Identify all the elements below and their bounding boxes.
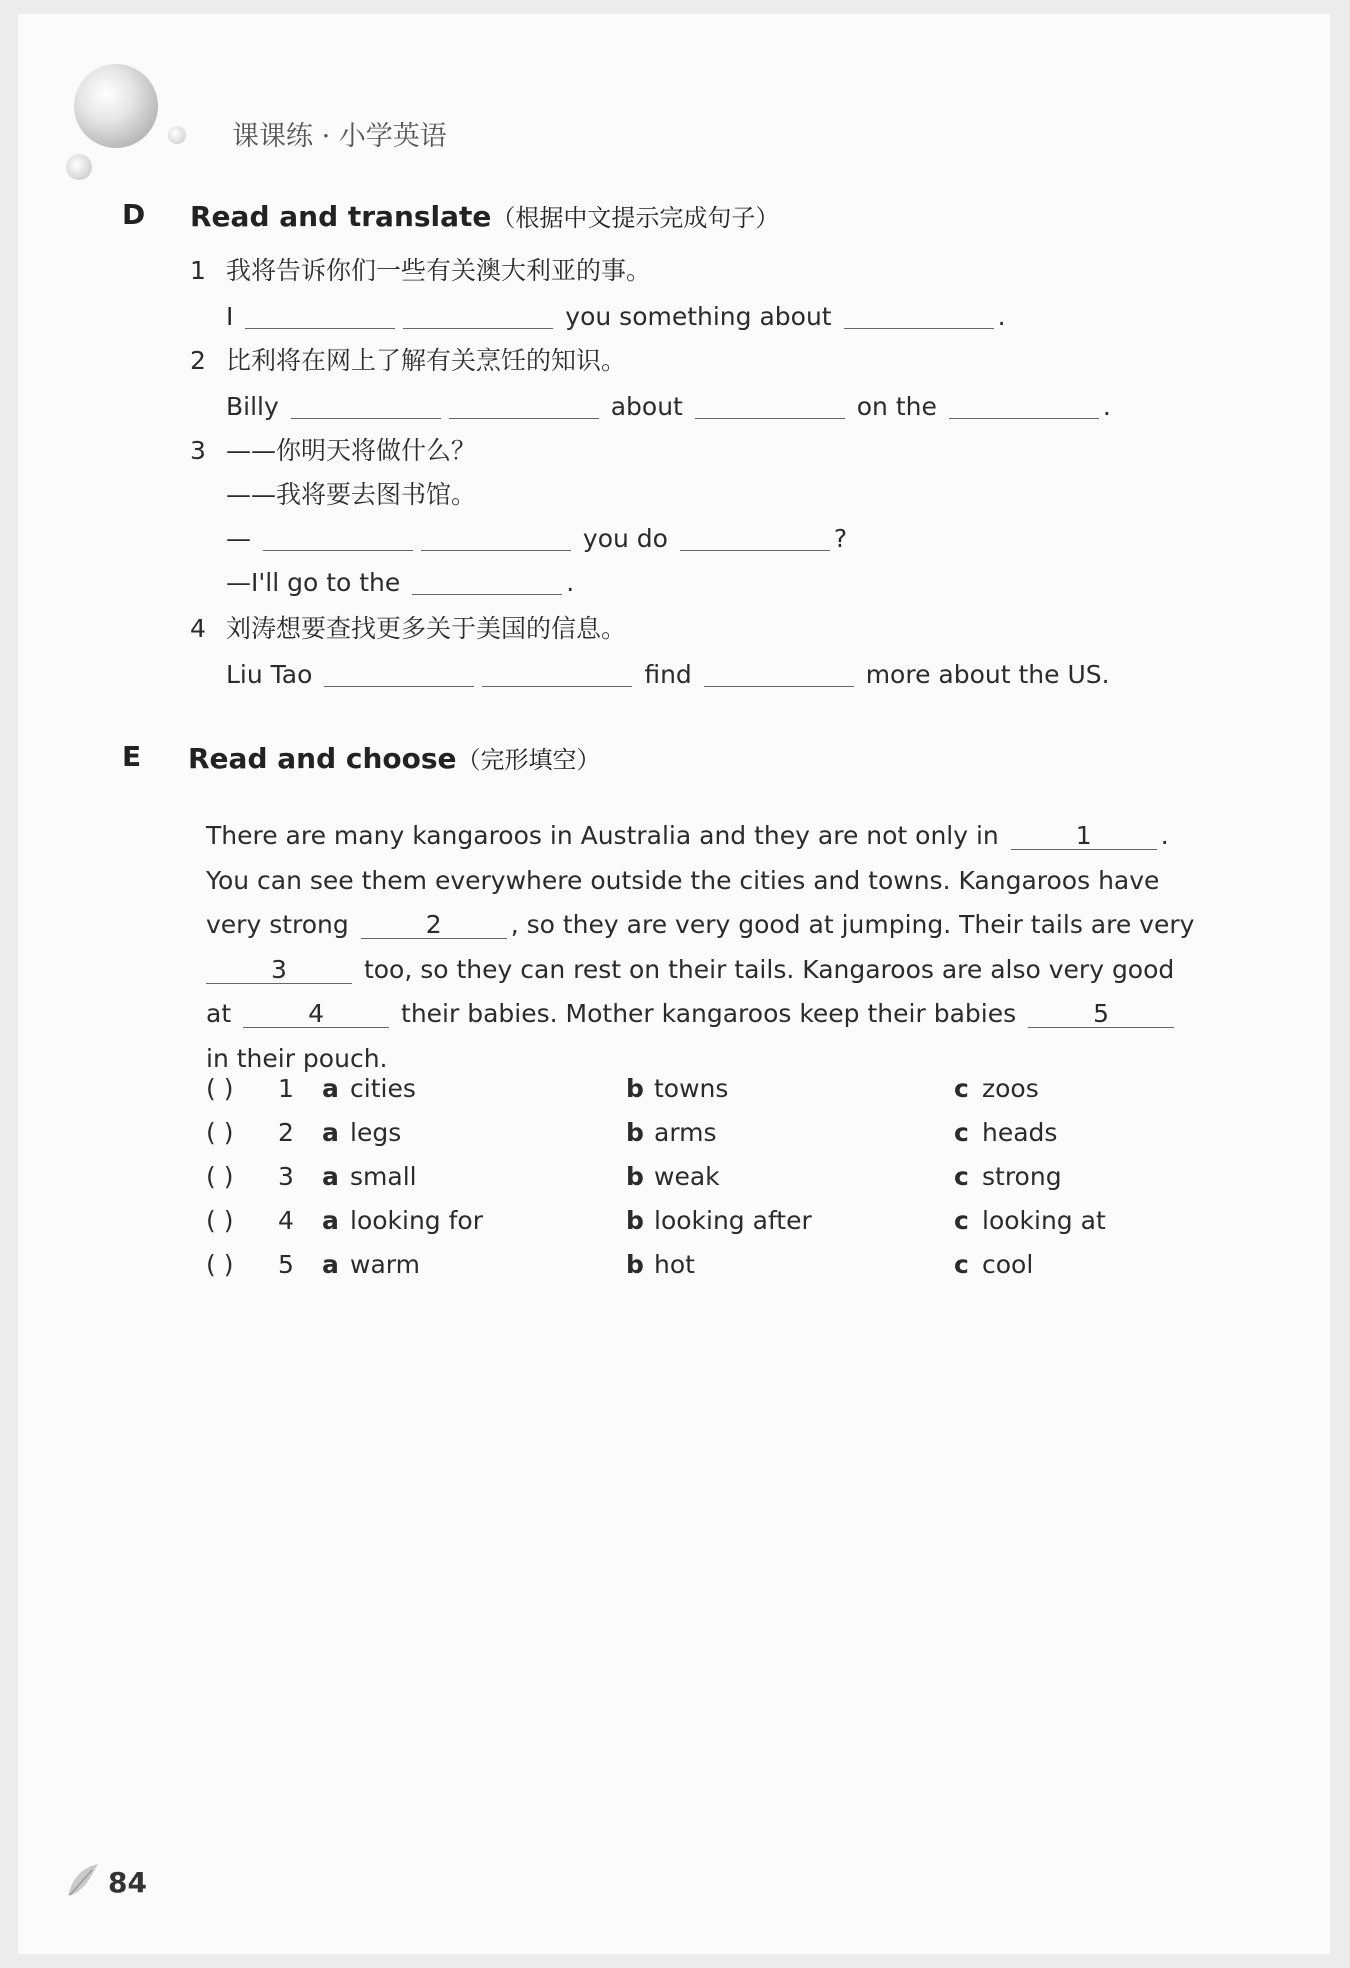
answer-blank[interactable] xyxy=(449,394,599,419)
choice-row-2 xyxy=(206,1116,1057,1150)
option-letter: a xyxy=(322,1118,339,1147)
decorative-sphere-icon xyxy=(74,64,158,148)
passage-text: their babies. Mother kangaroos keep their babies xyxy=(401,999,1017,1028)
option-a: cities xyxy=(350,1074,416,1103)
sentence-text: . xyxy=(997,302,1006,331)
choice-number: 3 xyxy=(278,1162,294,1191)
section-e-title xyxy=(188,740,601,775)
d-item-3-en-q xyxy=(226,522,847,556)
option-letter: b xyxy=(626,1250,644,1279)
section-e-title-text: Read and choose xyxy=(188,742,457,775)
option-b: hot xyxy=(654,1250,695,1279)
answer-blank[interactable] xyxy=(324,662,474,687)
book-title: 课课练 · 小学英语 xyxy=(232,121,447,152)
chinese-prompt: 刘涛想要查找更多关于美国的信息。 xyxy=(226,614,627,643)
cloze-blank-5[interactable]: 5 xyxy=(1028,1001,1174,1028)
option-letter: b xyxy=(626,1118,644,1147)
answer-blank[interactable] xyxy=(291,394,441,419)
passage-text: at xyxy=(206,999,232,1028)
choice-row-5 xyxy=(206,1248,1033,1282)
answer-paren[interactable]: ( ) xyxy=(206,1162,234,1191)
d-item-3-cn-q xyxy=(190,434,476,468)
option-a: legs xyxy=(350,1118,402,1147)
section-d-subtitle: （根据中文提示完成句子） xyxy=(491,204,780,232)
sentence-text: Billy xyxy=(226,392,279,421)
chinese-prompt: ——你明天将做什么？ xyxy=(226,436,477,465)
item-number: 1 xyxy=(190,256,206,285)
option-letter: c xyxy=(954,1162,969,1191)
option-b: arms xyxy=(654,1118,717,1147)
sentence-text: ? xyxy=(833,524,848,553)
decorative-sphere-tiny-icon xyxy=(168,126,186,144)
d-item-4-cn xyxy=(190,612,626,646)
option-b: weak xyxy=(654,1162,720,1191)
option-c: strong xyxy=(982,1162,1062,1191)
answer-blank[interactable] xyxy=(680,526,830,551)
passage-text: , so they are very good at jumping. Their tails are very xyxy=(510,910,1195,939)
option-letter: a xyxy=(322,1162,339,1191)
option-b: looking after xyxy=(654,1206,812,1235)
chinese-prompt: 比利将在网上了解有关烹饪的知识。 xyxy=(226,346,627,375)
item-number: 4 xyxy=(190,614,206,643)
sentence-text: about xyxy=(610,392,683,421)
section-d-title xyxy=(190,198,779,233)
option-letter: a xyxy=(322,1250,339,1279)
d-item-3-en-a xyxy=(226,566,574,600)
d-item-2-en xyxy=(226,390,1111,424)
answer-paren[interactable]: ( ) xyxy=(206,1250,234,1279)
sentence-text: I xyxy=(226,302,234,331)
passage-text: very strong xyxy=(206,910,349,939)
passage-line xyxy=(206,814,1169,859)
option-letter: c xyxy=(954,1074,969,1103)
decorative-sphere-small-icon xyxy=(66,154,92,180)
option-a: warm xyxy=(350,1250,420,1279)
sentence-text: . xyxy=(1102,392,1111,421)
option-letter: a xyxy=(322,1074,339,1103)
option-c: cool xyxy=(982,1250,1034,1279)
workbook-page xyxy=(18,14,1330,1954)
answer-paren[interactable]: ( ) xyxy=(206,1206,234,1235)
answer-blank[interactable] xyxy=(403,304,553,329)
d-item-3-cn-a xyxy=(226,478,476,512)
option-a: small xyxy=(350,1162,417,1191)
sentence-text: Liu Tao xyxy=(226,660,313,689)
choice-number: 4 xyxy=(278,1206,294,1235)
option-letter: a xyxy=(322,1206,339,1235)
answer-blank[interactable] xyxy=(412,570,562,595)
cloze-passage xyxy=(206,814,1195,1081)
cloze-blank-2[interactable]: 2 xyxy=(361,912,507,939)
sentence-text: find xyxy=(644,660,692,689)
sentence-text: on the xyxy=(856,392,937,421)
answer-blank[interactable] xyxy=(245,304,395,329)
sentence-text: . xyxy=(566,568,575,597)
cloze-blank-4[interactable]: 4 xyxy=(243,1001,389,1028)
answer-blank[interactable] xyxy=(844,304,994,329)
option-c: heads xyxy=(982,1118,1058,1147)
d-item-2-cn xyxy=(190,344,626,378)
cloze-blank-1[interactable]: 1 xyxy=(1011,823,1157,850)
option-letter: c xyxy=(954,1250,969,1279)
section-e-letter: E xyxy=(122,740,142,773)
option-letter: b xyxy=(626,1162,644,1191)
option-letter: c xyxy=(954,1118,969,1147)
option-c: looking at xyxy=(982,1206,1106,1235)
answer-blank[interactable] xyxy=(949,394,1099,419)
section-d-letter: D xyxy=(122,198,146,231)
section-d-title-text: Read and translate xyxy=(190,200,492,233)
option-letter: c xyxy=(954,1206,969,1235)
section-e-subtitle: （完形填空） xyxy=(456,746,601,774)
answer-blank[interactable] xyxy=(482,662,632,687)
choice-number: 1 xyxy=(278,1074,294,1103)
sentence-text: —I'll go to the xyxy=(226,568,401,597)
passage-line xyxy=(206,948,1175,993)
answer-blank[interactable] xyxy=(704,662,854,687)
passage-line xyxy=(206,903,1195,948)
answer-paren[interactable]: ( ) xyxy=(206,1074,234,1103)
passage-text: You can see them everywhere outside the cities and towns. Kangaroos have xyxy=(206,865,1160,895)
sentence-text: you something about xyxy=(565,302,832,331)
d-item-1-cn xyxy=(190,254,651,288)
answer-blank[interactable] xyxy=(695,394,845,419)
leaf-icon xyxy=(66,1862,100,1898)
item-number: 2 xyxy=(190,346,206,375)
d-item-1-en xyxy=(226,300,1006,334)
choice-row-4 xyxy=(206,1204,1106,1238)
option-letter: b xyxy=(626,1074,644,1103)
passage-text: . xyxy=(1160,821,1169,850)
option-c: zoos xyxy=(982,1074,1039,1103)
chinese-prompt: 我将告诉你们一些有关澳大利亚的事。 xyxy=(226,256,652,285)
choice-number: 2 xyxy=(278,1118,294,1147)
passage-text: in their pouch. xyxy=(206,1043,388,1073)
choice-row-1 xyxy=(206,1072,1039,1106)
option-letter: b xyxy=(626,1206,644,1235)
passage-text: There are many kangaroos in Australia and they are not only in xyxy=(206,821,999,850)
option-a: looking for xyxy=(350,1206,483,1235)
passage-line xyxy=(206,859,1166,904)
passage-line xyxy=(206,992,1166,1037)
answer-paren[interactable]: ( ) xyxy=(206,1118,234,1147)
sentence-text: — xyxy=(226,524,251,553)
d-item-4-en xyxy=(226,658,1110,692)
choice-row-3 xyxy=(206,1160,1062,1194)
choice-number: 5 xyxy=(278,1250,294,1279)
chinese-prompt: ——我将要去图书馆。 xyxy=(226,480,477,509)
answer-blank[interactable] xyxy=(263,526,413,551)
item-number: 3 xyxy=(190,436,206,465)
option-b: towns xyxy=(654,1074,729,1103)
answer-blank[interactable] xyxy=(421,526,571,551)
passage-text: too, so they can rest on their tails. Kangaroos are also very good xyxy=(363,954,1175,984)
sentence-text: more about the US. xyxy=(865,660,1110,689)
sentence-text: you do xyxy=(582,524,668,553)
page-number: 84 xyxy=(108,1866,147,1899)
cloze-blank-3[interactable]: 3 xyxy=(206,957,352,984)
